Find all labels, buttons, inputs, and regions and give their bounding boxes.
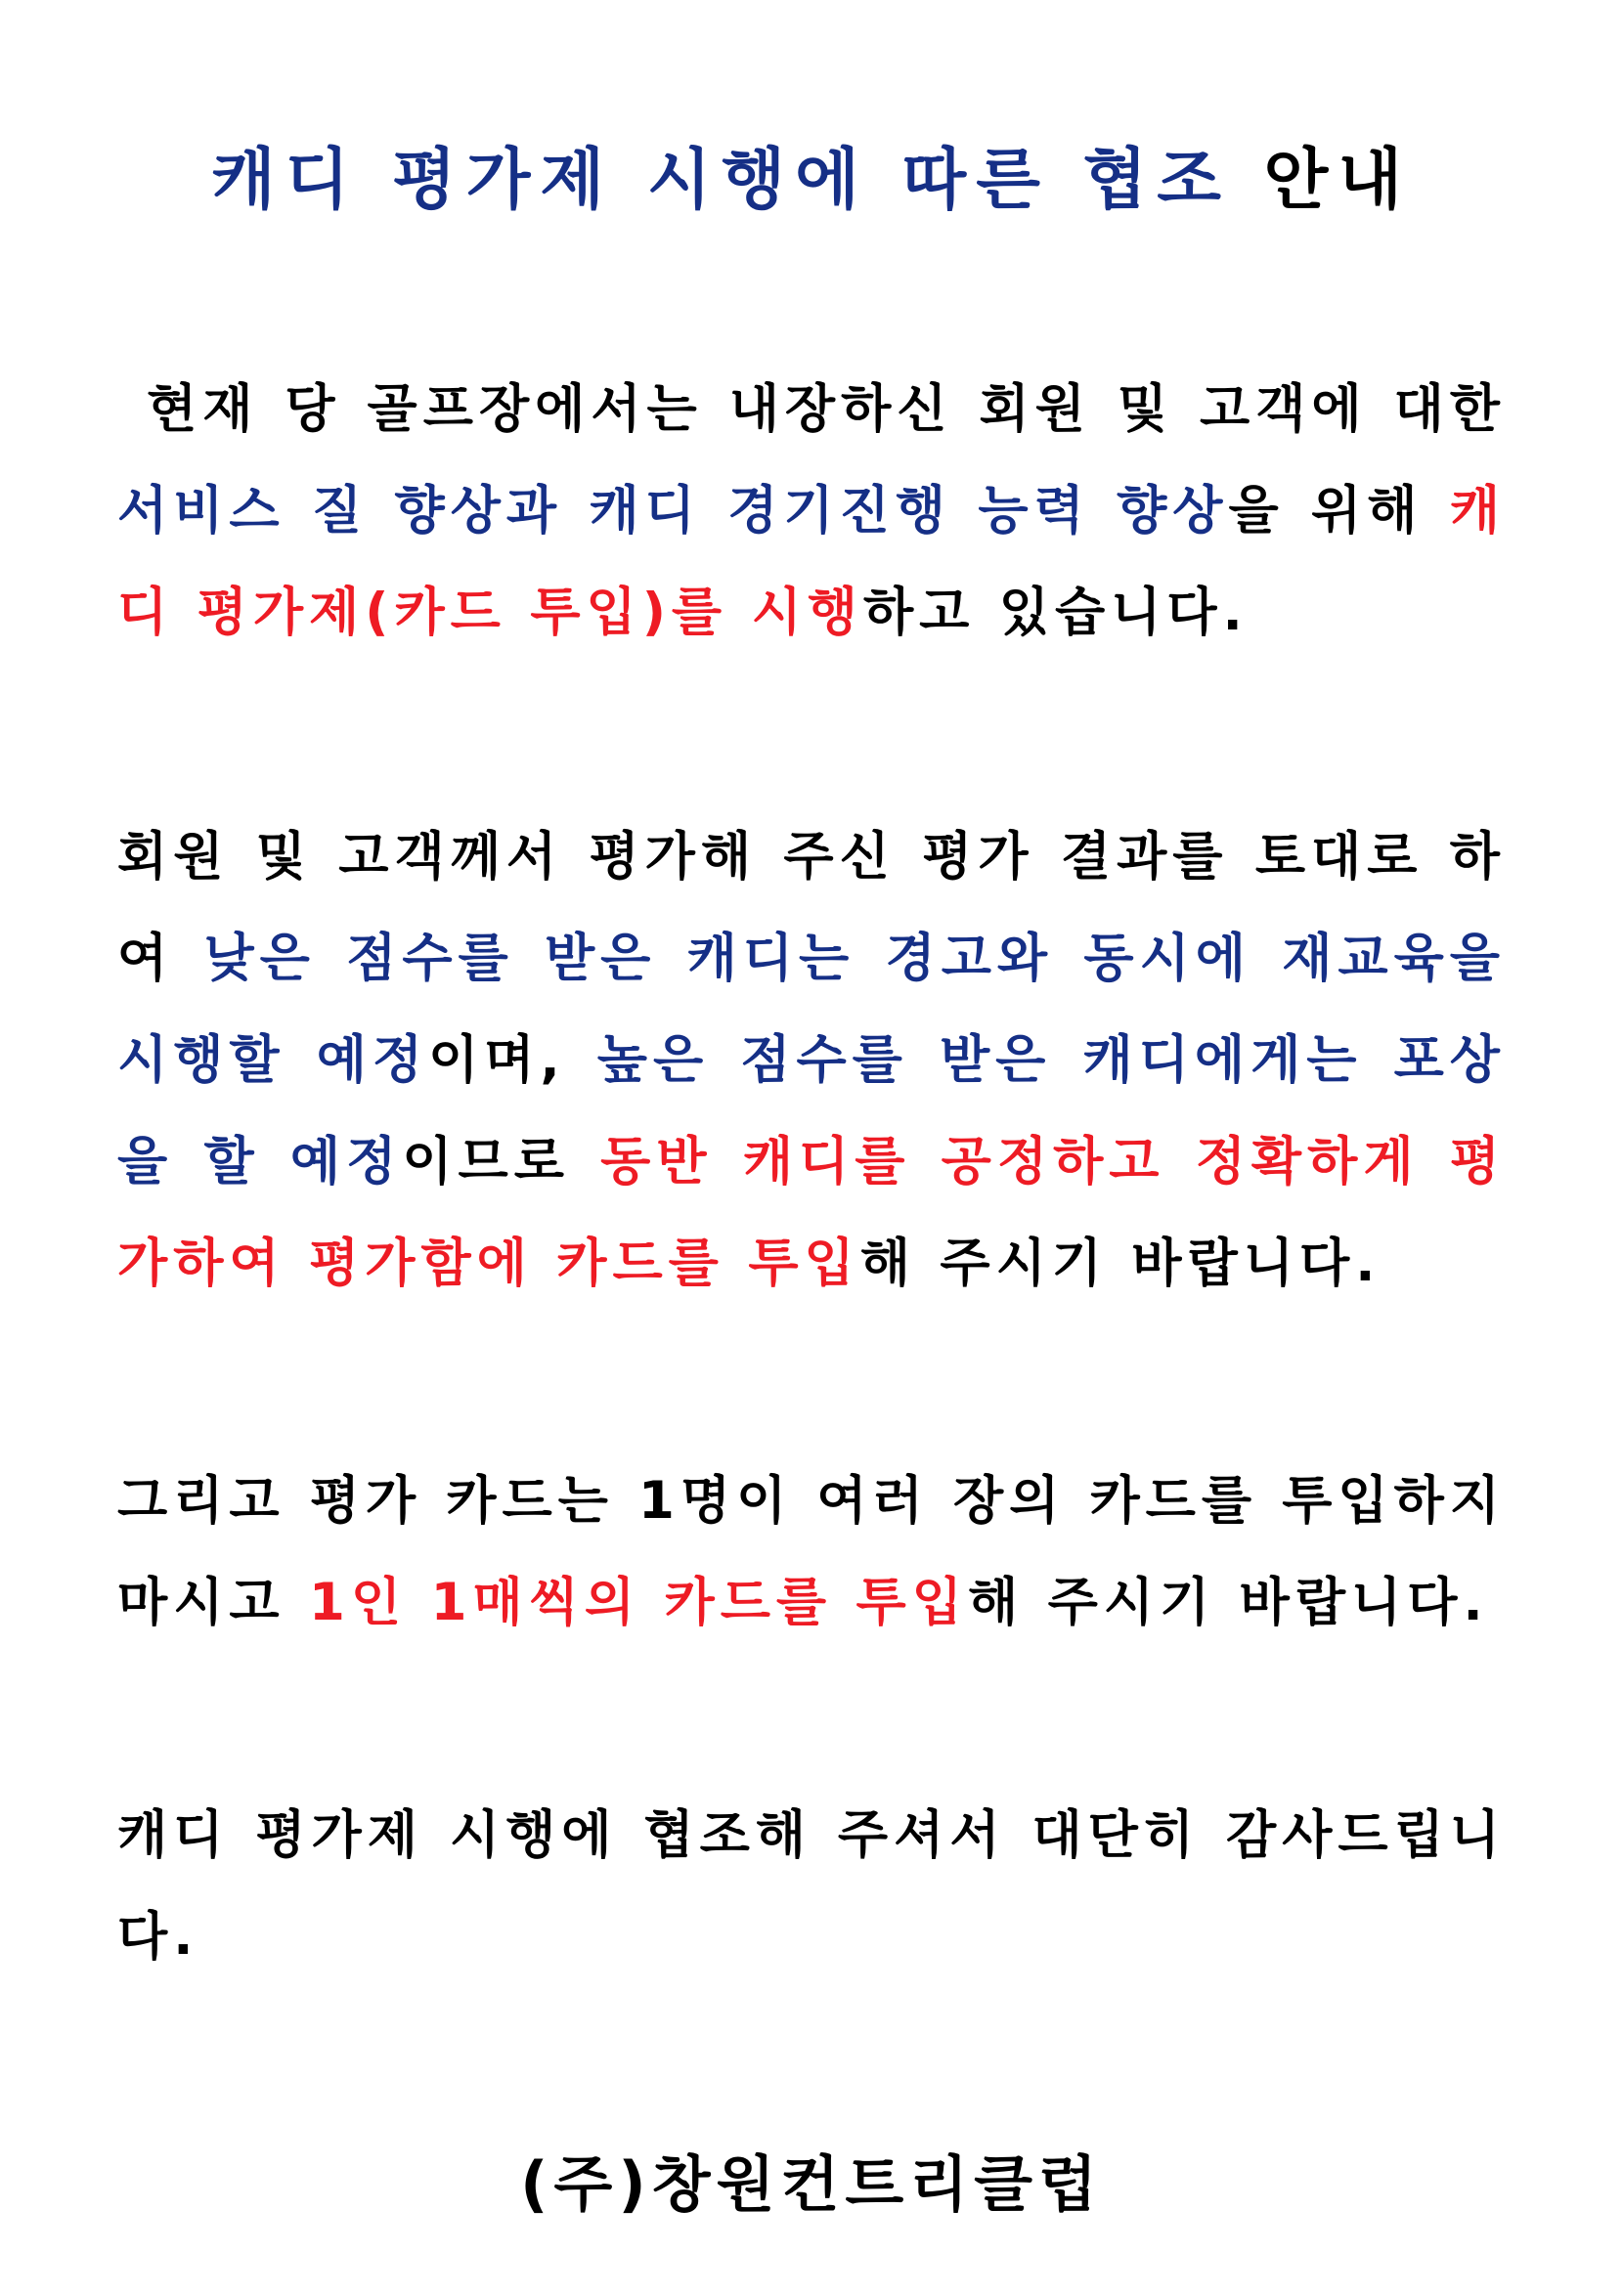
p4-text-1: 캐디 평가제 시행에 협조해 주셔서 대단히 감사드립니다. [117,1805,1506,1967]
p3-highlight-one-card: 1인 1매씩의 카드를 투입 [309,1573,968,1632]
p1-text-3: 하고 있습니다. [862,583,1249,642]
notice-title [0,132,1623,230]
paragraph-2 [117,806,1506,1315]
p3-text-1: 그리고 평가 카드는 1명이 여러 장의 카드를 투입하지 마시고 [117,1471,1506,1632]
p2-text-2: 이며, [428,1030,597,1090]
title-main: 캐디 평가제 시행에 따른 협조 [210,142,1231,219]
p1-text-2: 을 위해 [1228,481,1450,541]
p1-text-1: 현재 당 골프장에서는 내장하신 회원 및 고객에 대한 [147,379,1506,439]
p2-highlight-low-score: 낮은 점수를 받은 캐디는 경고와 동시에 재교육을 시행할 예정 [117,929,1506,1090]
paragraph-1 [117,359,1506,664]
p2-text-1: 회원 및 고객께서 평가해 주신 평가 결과를 토대로 하여 [117,827,1506,988]
organization-name: (주)창원컨트리클럽 [520,2148,1103,2220]
paragraph-3 [117,1451,1506,1654]
paragraph-4 [117,1785,1506,1988]
p2-text-3: 이므로 [402,1132,601,1191]
p2-text-4: 해 주시기 바랍니다. [859,1234,1382,1293]
p1-highlight-service: 서비스 질 향상과 캐디 경기진행 능력 향상 [117,481,1229,541]
p2-highlight-high-score: 높은 점수를 받은 캐디에게는 포상을 할 예정 [117,1030,1506,1191]
title-suffix: 안내 [1263,142,1413,219]
p3-text-2: 해 주시기 바랍니다. [967,1573,1489,1632]
p2-highlight-fair-evaluation: 동반 캐디를 공정하고 정확하게 평가하여 평가함에 카드를 투입 [117,1132,1506,1293]
p1-highlight-evaluation: 캐디 평가제(카드 투입)를 시행 [117,481,1507,642]
